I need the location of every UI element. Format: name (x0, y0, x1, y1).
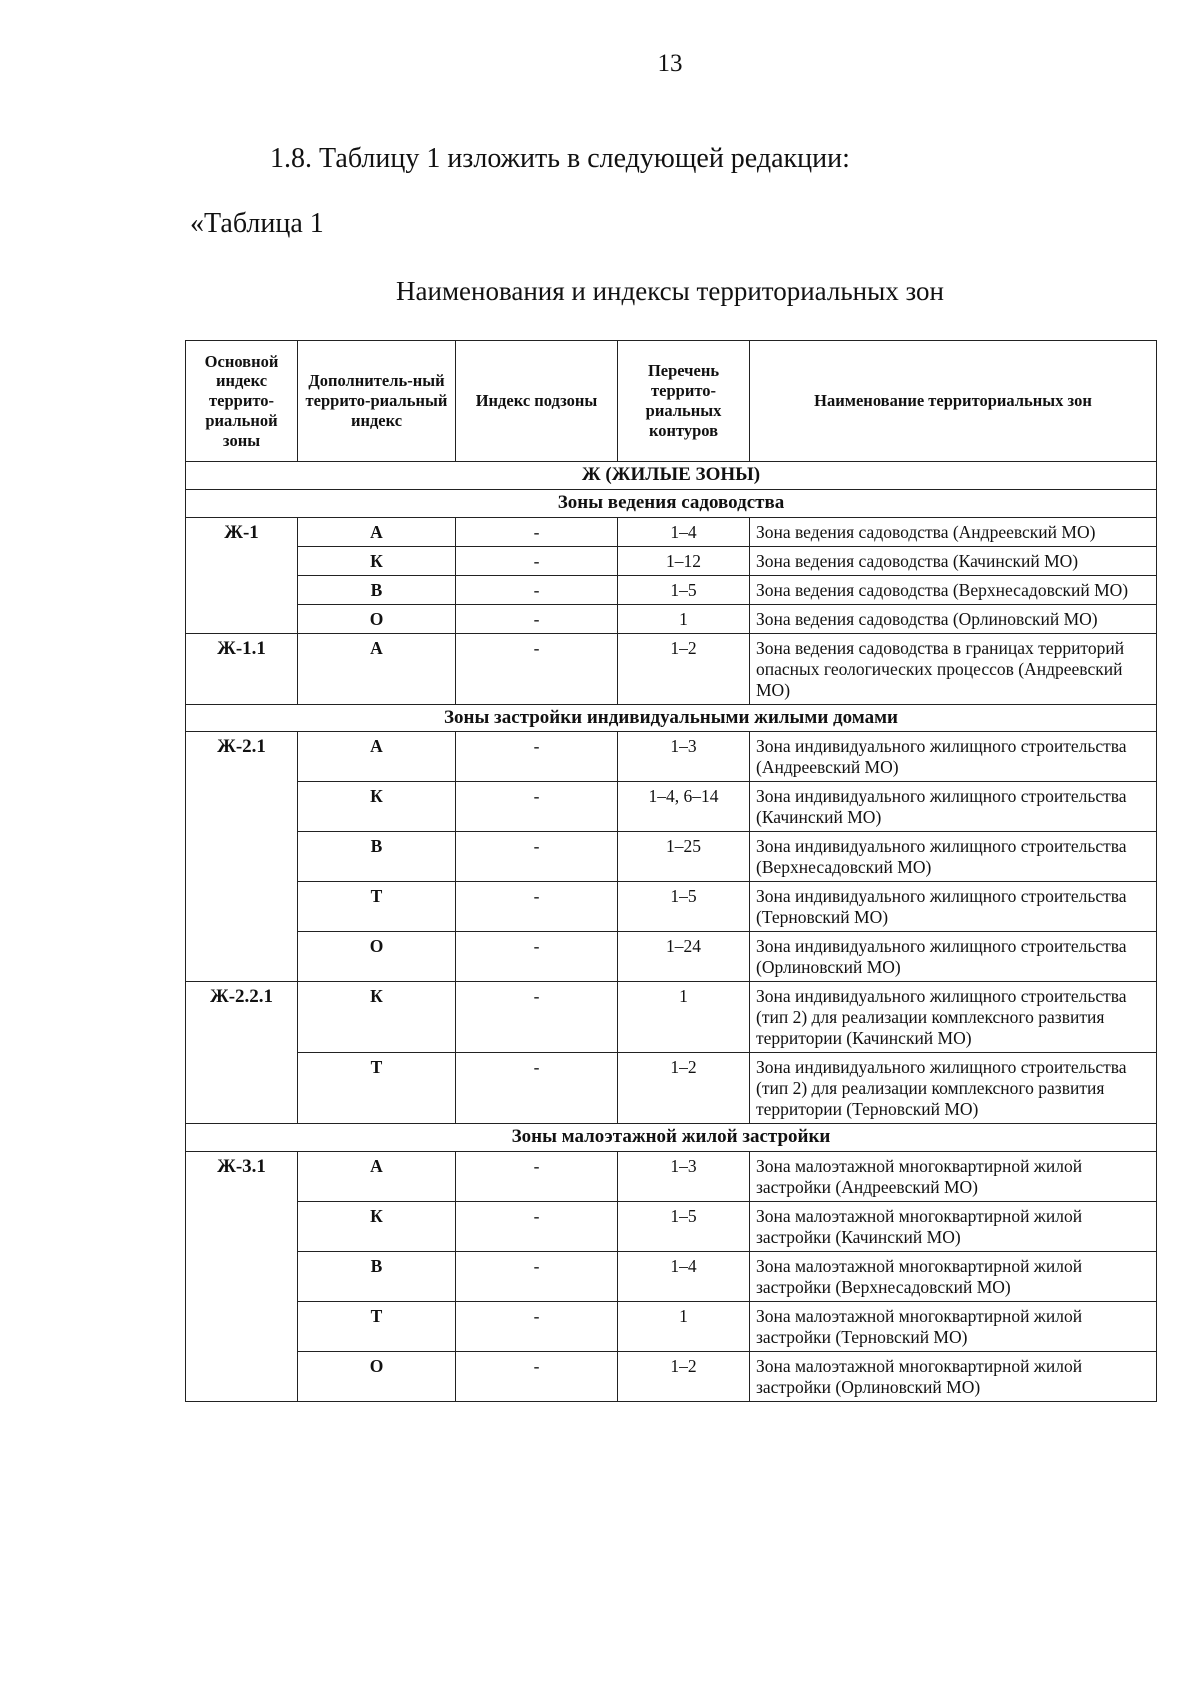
subzone-index-cell: - (456, 1152, 618, 1202)
subzone-index-cell: - (456, 932, 618, 982)
subzone-index-cell: - (456, 832, 618, 882)
table-row (186, 732, 1157, 782)
zone-name-cell: Зона индивидуального жилищного строительства (Верхнесадовский МО) (750, 832, 1157, 882)
zones-table (185, 340, 1157, 1402)
table-row (186, 782, 1157, 832)
subzone-index-cell: - (456, 1053, 618, 1124)
subzone-index-cell: - (456, 1302, 618, 1352)
table-row (186, 932, 1157, 982)
zone-name-cell: Зона малоэтажной многоквартирной жилой застройки (Терновский МО) (750, 1302, 1157, 1352)
table-header-row (186, 341, 1157, 462)
section-title: Зоны ведения садоводства (186, 489, 1157, 517)
contours-cell: 1–4 (618, 517, 750, 546)
section-title: Зоны застройки индивидуальными жилыми домами (186, 704, 1157, 732)
zone-name-cell: Зона индивидуального жилищного строительства (Качинский МО) (750, 782, 1157, 832)
table-body (186, 462, 1157, 1402)
contours-cell: 1–5 (618, 575, 750, 604)
table-row (186, 546, 1157, 575)
subzone-index-cell: - (456, 982, 618, 1053)
table-row (186, 517, 1157, 546)
table-row (186, 1053, 1157, 1124)
contours-cell: 1–2 (618, 1352, 750, 1402)
zone-name-cell: Зона индивидуального жилищного строительства (тип 2) для реализации комплексного развития территории (Качинский МО) (750, 982, 1157, 1053)
subzone-index-cell: - (456, 882, 618, 932)
contours-cell: 1 (618, 1302, 750, 1352)
additional-index-cell: В (298, 575, 456, 604)
page-number: 13 (657, 50, 683, 77)
additional-index-cell: А (298, 517, 456, 546)
table-row (186, 633, 1157, 704)
subzone-index-cell: - (456, 1252, 618, 1302)
zone-name-cell: Зона индивидуального жилищного строительства (тип 2) для реализации комплексного развития территории (Терновский МО) (750, 1053, 1157, 1124)
subzone-index-cell: - (456, 782, 618, 832)
table-row (186, 604, 1157, 633)
table-row (186, 1152, 1157, 1202)
table-row (186, 1302, 1157, 1352)
zone-name-cell: Зона индивидуального жилищного строительства (Андреевский МО) (750, 732, 1157, 782)
additional-index-cell: Т (298, 882, 456, 932)
main-index-cell: Ж-2.2.1 (186, 982, 298, 1124)
zone-name-cell: Зона ведения садоводства (Качинский МО) (750, 546, 1157, 575)
subzone-index-cell: - (456, 575, 618, 604)
zone-name-cell: Зона малоэтажной многоквартирной жилой застройки (Андреевский МО) (750, 1152, 1157, 1202)
zone-name-cell: Зона малоэтажной многоквартирной жилой застройки (Качинский МО) (750, 1202, 1157, 1252)
contours-cell: 1–5 (618, 882, 750, 932)
zone-group-title: Ж (ЖИЛЫЕ ЗОНЫ) (186, 462, 1157, 490)
subzone-index-cell: - (456, 604, 618, 633)
contours-cell: 1–3 (618, 1152, 750, 1202)
additional-index-cell: К (298, 1202, 456, 1252)
zone-name-cell: Зона малоэтажной многоквартирной жилой застройки (Верхнесадовский МО) (750, 1252, 1157, 1302)
amendment-intro: 1.8. Таблицу 1 изложить в следующей редакции: (270, 143, 850, 174)
main-index-cell: Ж-3.1 (186, 1152, 298, 1402)
additional-index-cell: Т (298, 1302, 456, 1352)
additional-index-cell: Т (298, 1053, 456, 1124)
additional-index-cell: О (298, 932, 456, 982)
zone-name-cell: Зона малоэтажной многоквартирной жилой застройки (Орлиновский МО) (750, 1352, 1157, 1402)
main-index-cell: Ж-2.1 (186, 732, 298, 982)
table-label: «Таблица 1 (190, 208, 324, 239)
header-subzone-index: Индекс подзоны (456, 341, 618, 462)
zone-name-cell: Зона ведения садоводства (Верхнесадовский МО) (750, 575, 1157, 604)
subzone-index-cell: - (456, 1202, 618, 1252)
contours-cell: 1–3 (618, 732, 750, 782)
table-row (186, 982, 1157, 1053)
zone-name-cell: Зона индивидуального жилищного строительства (Терновский МО) (750, 882, 1157, 932)
main-index-cell: Ж-1 (186, 517, 298, 633)
zone-group-row (186, 462, 1157, 490)
additional-index-cell: В (298, 832, 456, 882)
subzone-index-cell: - (456, 517, 618, 546)
contours-cell: 1–25 (618, 832, 750, 882)
additional-index-cell: К (298, 546, 456, 575)
table-row (186, 1252, 1157, 1302)
section-row (186, 704, 1157, 732)
subzone-index-cell: - (456, 1352, 618, 1402)
additional-index-cell: О (298, 604, 456, 633)
contours-cell: 1–12 (618, 546, 750, 575)
zone-name-cell: Зона ведения садоводства (Андреевский МО) (750, 517, 1157, 546)
table-row (186, 1202, 1157, 1252)
table-row (186, 832, 1157, 882)
header-zone-name: Наименование территориальных зон (750, 341, 1157, 462)
subzone-index-cell: - (456, 732, 618, 782)
section-row (186, 1124, 1157, 1152)
header-additional-index: Дополнитель-ный террито-риальный индекс (298, 341, 456, 462)
header-main-index: Основной индекс террито-риальной зоны (186, 341, 298, 462)
contours-cell: 1–24 (618, 932, 750, 982)
zone-name-cell: Зона ведения садоводства (Орлиновский МО) (750, 604, 1157, 633)
header-contours: Перечень террито-риальных контуров (618, 341, 750, 462)
contours-cell: 1–4 (618, 1252, 750, 1302)
contours-cell: 1–2 (618, 633, 750, 704)
additional-index-cell: А (298, 633, 456, 704)
section-title: Зоны малоэтажной жилой застройки (186, 1124, 1157, 1152)
additional-index-cell: А (298, 1152, 456, 1202)
subzone-index-cell: - (456, 633, 618, 704)
table-row (186, 575, 1157, 604)
contours-cell: 1–5 (618, 1202, 750, 1252)
additional-index-cell: А (298, 732, 456, 782)
contours-cell: 1 (618, 604, 750, 633)
contours-cell: 1–4, 6–14 (618, 782, 750, 832)
additional-index-cell: К (298, 982, 456, 1053)
subzone-index-cell: - (456, 546, 618, 575)
table-title: Наименования и индексы территориальных зон (396, 276, 944, 306)
additional-index-cell: О (298, 1352, 456, 1402)
additional-index-cell: В (298, 1252, 456, 1302)
table-row (186, 882, 1157, 932)
zone-name-cell: Зона индивидуального жилищного строительства (Орлиновский МО) (750, 932, 1157, 982)
table-row (186, 1352, 1157, 1402)
contours-cell: 1–2 (618, 1053, 750, 1124)
additional-index-cell: К (298, 782, 456, 832)
zone-name-cell: Зона ведения садоводства в границах территорий опасных геологических процессов (Андреевский МО) (750, 633, 1157, 704)
contours-cell: 1 (618, 982, 750, 1053)
section-row (186, 489, 1157, 517)
main-index-cell: Ж-1.1 (186, 633, 298, 704)
